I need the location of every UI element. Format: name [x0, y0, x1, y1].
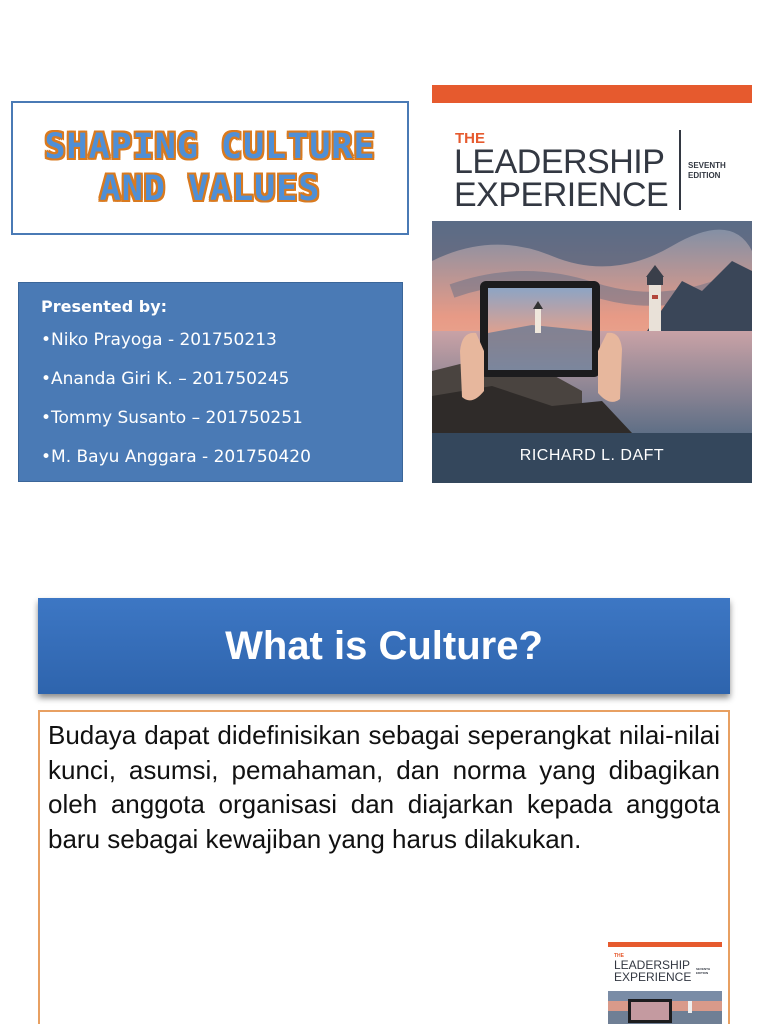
thumb-title-line-2: EXPERIENCE: [614, 970, 692, 984]
title-box: [11, 101, 409, 235]
book-cover-divider: [679, 130, 681, 210]
slide-2-header: [38, 598, 730, 694]
thumb-edition: [696, 967, 710, 975]
book-cover-title-line-2: EXPERIENCE: [454, 176, 669, 214]
presenter-item: •M. Bayu Anggara - 201750420: [41, 447, 311, 467]
book-cover-the: THE: [455, 130, 485, 147]
presenter-box: [18, 282, 403, 482]
thumb-the: THE: [614, 953, 624, 959]
slide-2-title: What is Culture?: [225, 623, 543, 668]
book-cover-author: RICHARD L. DAFT: [519, 447, 665, 464]
presenter-item: •Tommy Susanto – 201750251: [41, 408, 303, 428]
slide-2: [0, 560, 768, 1024]
book-cover-title-line-1: LEADERSHIP: [454, 143, 665, 181]
thumb-edition-line-2: EDITION: [696, 971, 709, 975]
thumb-edition-line-1: SEVENTH: [696, 967, 711, 971]
title-line-1: SHAPING CULTURE: [44, 127, 376, 167]
presenter-item: •Niko Prayoga - 201750213: [41, 330, 277, 350]
definition-text: Budaya dapat didefinisikan sebagai seperangkat nilai-nilai kunci, asumsi, pemahaman, dan norma yang dibagikan oleh anggota organisasi dan diajarkan kepada anggota baru sebagai kewajiban yang harus dilakukan.: [48, 720, 720, 854]
book-cover-edition-line-2: EDITION: [688, 171, 721, 180]
book-cover-edition-line-1: SEVENTH: [688, 161, 726, 170]
thumb-title-line-1: LEADERSHIP: [614, 958, 691, 972]
book-cover-thumbnail: [608, 942, 722, 1024]
presenter-item: •Ananda Giri K. – 201750245: [41, 369, 290, 389]
book-cover-photo: [432, 221, 752, 433]
presented-by-heading: Presented by:: [41, 297, 168, 316]
thumb-photo: [608, 991, 722, 1024]
title-line-2: AND VALUES: [99, 169, 321, 209]
book-cover-image: [432, 85, 752, 483]
book-cover-band: [432, 85, 752, 103]
book-cover-edition: [688, 161, 726, 181]
